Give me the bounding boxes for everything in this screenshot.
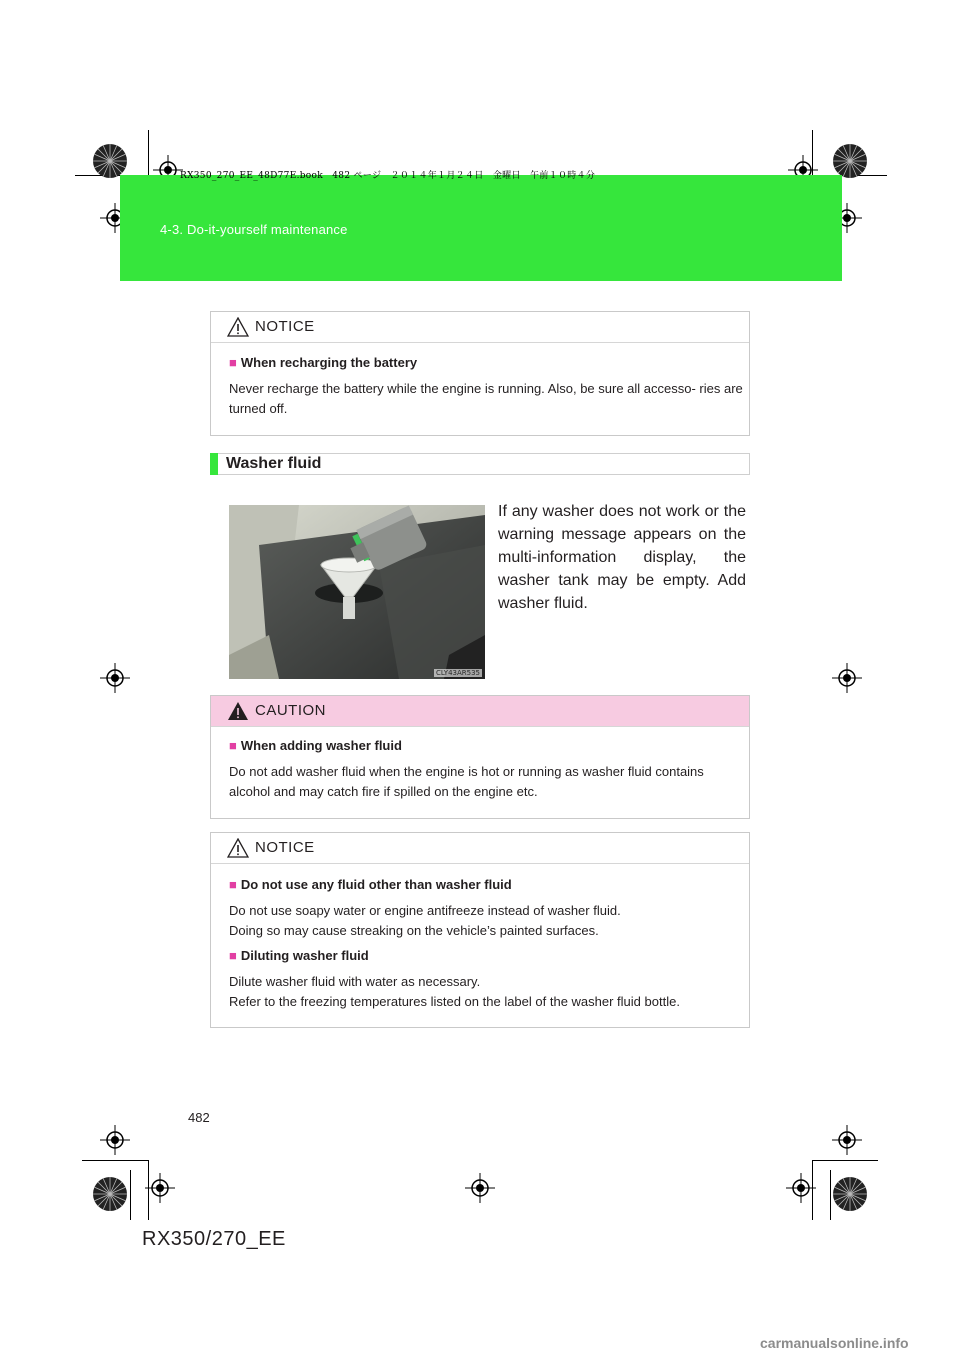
section-heading-bar [210, 453, 750, 475]
page-number: 482 [188, 1110, 210, 1125]
notice-heading: NOTICE [255, 318, 315, 335]
washer-fluid-illustration [229, 505, 485, 679]
color-target-icon [832, 143, 868, 179]
notice-item-line: Doing so may cause streaking on the vehicle’s painted surfaces. [229, 923, 599, 938]
registration-mark-icon [100, 663, 130, 693]
warning-triangle-icon [227, 701, 249, 721]
washer-fluid-description: If any washer does not work or the warning message appears on the multi-information display, the washer tank may be empty. Add washer fluid. [498, 503, 746, 612]
notice-header [211, 312, 749, 343]
warning-triangle-icon [227, 838, 249, 858]
section-title: Washer fluid [226, 455, 322, 472]
figure-code: CLY43AR535 [435, 669, 480, 677]
bullet-square-icon: ■ [229, 948, 237, 963]
bullet-square-icon: ■ [229, 355, 237, 370]
watermark: carmanualsonline.info [760, 1335, 909, 1351]
caution-header [211, 696, 749, 727]
color-target-icon [92, 1176, 128, 1212]
registration-mark-icon [832, 1125, 862, 1155]
section-accent [210, 453, 218, 475]
section-label: 4-3. Do-it-yourself maintenance [160, 222, 348, 237]
notice-header [211, 833, 749, 864]
bullet-square-icon: ■ [229, 738, 237, 753]
color-target-icon [92, 143, 128, 179]
notice-item-text [229, 972, 747, 1012]
washer-fluid-photo [229, 505, 485, 679]
notice-item-line: Do not use soapy water or engine antifreeze instead of washer fluid. [229, 903, 621, 918]
notice-item-text [229, 901, 747, 941]
registration-mark-icon [786, 1173, 816, 1203]
registration-mark-icon [832, 663, 862, 693]
book-file-info: RX350_270_EE_48D77E.book 482 ページ ２０１４年１月２４日 金曜日 午前１０時４分 [180, 171, 596, 181]
notice-item-title: ■ Diluting washer fluid [229, 948, 369, 963]
model-code: RX350/270_EE [142, 1228, 286, 1250]
notice-item-line: Refer to the freezing temperatures listed on the label of the washer fluid bottle. [229, 994, 680, 1009]
notice-heading: NOTICE [255, 839, 315, 856]
color-target-icon [832, 1176, 868, 1212]
registration-mark-icon [100, 1125, 130, 1155]
registration-mark-icon [465, 1173, 495, 1203]
bullet-square-icon: ■ [229, 877, 237, 892]
notice-item-line: Dilute washer fluid with water as necessary. [229, 974, 481, 989]
notice-box-battery [210, 311, 750, 436]
caution-item-title: ■ When adding washer fluid [229, 738, 402, 753]
notice-item-title: ■ When recharging the battery [229, 355, 418, 370]
notice-item-title: ■ Do not use any fluid other than washer fluid [229, 877, 512, 892]
caution-box [210, 695, 750, 819]
notice-item-text: Never recharge the battery while the engine is running. Also, be sure all accesso- ries are turned off. [229, 381, 743, 416]
caution-item-text: Do not add washer fluid when the engine is hot or running as washer fluid contains alcohol and may catch fire if spilled on the engine etc. [229, 764, 704, 799]
registration-mark-icon [145, 1173, 175, 1203]
caution-heading: CAUTION [255, 702, 326, 719]
notice-box-washer [210, 832, 750, 1028]
warning-triangle-icon [227, 317, 249, 337]
